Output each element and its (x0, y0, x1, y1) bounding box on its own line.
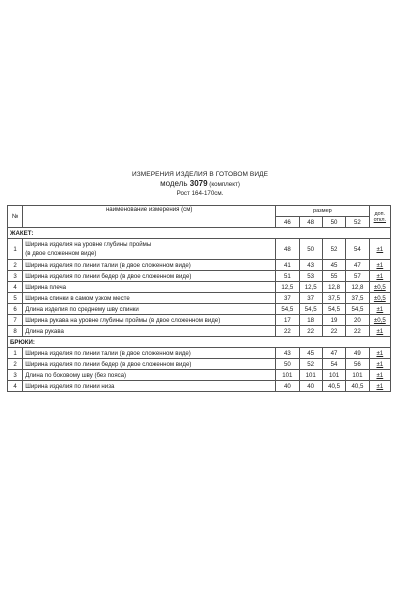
heading-title: ИЗМЕРЕНИЯ ИЗДЕЛИЯ В ГОТОВОМ ВИДЕ (131, 171, 269, 178)
measurement-value: 43 (276, 348, 299, 359)
measurement-name (23, 359, 276, 370)
tolerance-value: ±1 (369, 260, 390, 271)
size-48: 48 (299, 217, 322, 228)
table-row (8, 370, 391, 381)
measurement-value: 54 (346, 239, 369, 260)
measurement-name-line: Ширина изделия по линии бедер (в двое сложенном виде) (25, 360, 192, 368)
measurement-value: 101 (346, 370, 369, 381)
tolerance-value: ±1 (369, 271, 390, 282)
measurement-value: 43 (299, 260, 322, 271)
header-name: наименование измерения (см) (23, 206, 276, 228)
heading-height: Рост 164-170см. (176, 190, 224, 197)
size-46: 46 (276, 217, 299, 228)
measurement-name-line: Ширина изделия по линии низа (25, 382, 115, 390)
measurement-name-line: Длина по боковому шву (без пояса) (25, 371, 127, 379)
measurement-value: 45 (299, 348, 322, 359)
measurement-value: 41 (276, 260, 299, 271)
model-suffix: (комплект) (207, 181, 240, 188)
measurement-value: 37 (276, 293, 299, 304)
row-number: 3 (8, 370, 23, 381)
tolerance-value: ±1 (369, 370, 390, 381)
measurement-name-line: Ширина рукава на уровне глубины проймы (в двое сложенном виде) (25, 316, 221, 324)
measurement-value: 22 (299, 326, 322, 337)
tolerance-value: ±0,5 (369, 282, 390, 293)
measurement-value: 19 (322, 315, 345, 326)
tolerance-value: ±1 (369, 239, 390, 260)
measurement-name (23, 326, 276, 337)
measurement-value: 45 (322, 260, 345, 271)
table-row (8, 381, 391, 392)
measurement-value: 12,5 (299, 282, 322, 293)
measurement-value: 101 (276, 370, 299, 381)
model-number: 3079 (189, 179, 208, 188)
header-tolerance (369, 206, 390, 228)
measurement-value: 12,8 (346, 282, 369, 293)
measurement-value: 22 (322, 326, 345, 337)
header-tolerance-line1: доп. (374, 210, 386, 217)
row-number: 8 (8, 326, 23, 337)
section-title: БРЮКИ: (8, 337, 391, 348)
tolerance-value: ±1 (369, 326, 390, 337)
tolerance-value: ±1 (369, 304, 390, 315)
measurement-value: 22 (346, 326, 369, 337)
tolerance-value: ±1 (369, 348, 390, 359)
table-row (8, 260, 391, 271)
measurement-value: 18 (299, 315, 322, 326)
measurement-value: 55 (322, 271, 345, 282)
measurement-name-line: (в двое сложенном виде) (25, 250, 97, 257)
measurement-value: 37 (299, 293, 322, 304)
measurement-value: 22 (276, 326, 299, 337)
measurement-value: 52 (299, 359, 322, 370)
measurement-value: 54,5 (322, 304, 345, 315)
measurement-value: 47 (346, 260, 369, 271)
measurement-value: 56 (346, 359, 369, 370)
measurement-value: 54 (322, 359, 345, 370)
size-50: 50 (322, 217, 345, 228)
measurement-name (23, 282, 276, 293)
table-header-row (8, 206, 391, 217)
measurement-name (23, 348, 276, 359)
measurement-value: 50 (276, 359, 299, 370)
model-prefix: модель (160, 179, 190, 188)
heading-model (0, 179, 400, 190)
measurement-value: 40,5 (322, 381, 345, 392)
table-row (8, 315, 391, 326)
measurement-value: 37,5 (322, 293, 345, 304)
table-row (8, 293, 391, 304)
measurements-table (7, 205, 391, 392)
row-number: 3 (8, 271, 23, 282)
measurement-name-line: Ширина изделия по линии талии (в двое сложенном виде) (25, 349, 191, 357)
measurement-name-line: Ширина плеча (25, 283, 67, 291)
tolerance-value: ±1 (369, 381, 390, 392)
header-size: размер (276, 206, 369, 217)
measurement-name (23, 381, 276, 392)
measurement-name-line: Ширина изделия на уровне глубины проймы (25, 241, 152, 248)
row-number: 4 (8, 282, 23, 293)
size-52: 52 (346, 217, 369, 228)
row-number: 7 (8, 315, 23, 326)
row-number: 5 (8, 293, 23, 304)
table-row (8, 282, 391, 293)
measurement-name (23, 370, 276, 381)
measurement-name (23, 260, 276, 271)
measurement-name-line: Ширина изделия по линии талии (в двое сложенном виде) (25, 261, 191, 269)
tolerance-value: ±0,5 (369, 293, 390, 304)
measurement-value: 101 (322, 370, 345, 381)
measurement-name (23, 315, 276, 326)
measurement-name (23, 271, 276, 282)
measurement-value: 51 (276, 271, 299, 282)
measurement-name (23, 293, 276, 304)
measurement-name (23, 304, 276, 315)
table-row (8, 348, 391, 359)
section-row (8, 228, 391, 239)
measurement-value: 57 (346, 271, 369, 282)
measurement-value: 54,5 (276, 304, 299, 315)
measurement-value: 48 (276, 239, 299, 260)
section-row (8, 337, 391, 348)
measurement-value: 53 (299, 271, 322, 282)
measurement-value: 49 (346, 348, 369, 359)
measurement-name (23, 239, 276, 260)
header-number: № (8, 206, 23, 228)
table-row (8, 239, 391, 260)
row-number: 1 (8, 348, 23, 359)
measurement-value: 101 (299, 370, 322, 381)
measurement-value: 12,8 (322, 282, 345, 293)
measurement-value: 54,5 (346, 304, 369, 315)
measurement-value: 20 (346, 315, 369, 326)
measurement-value: 40 (276, 381, 299, 392)
measurements-table-body (8, 206, 391, 392)
measurement-value: 17 (276, 315, 299, 326)
measurement-value: 40 (299, 381, 322, 392)
row-number: 2 (8, 359, 23, 370)
row-number: 2 (8, 260, 23, 271)
row-number: 6 (8, 304, 23, 315)
table-row (8, 271, 391, 282)
measurement-name-line: Длина рукава (25, 327, 64, 335)
section-title: ЖАКЕТ: (8, 228, 391, 239)
tolerance-value: ±0,5 (369, 315, 390, 326)
measurement-value: 54,5 (299, 304, 322, 315)
measurement-value: 47 (322, 348, 345, 359)
measurement-name-line: Ширина изделия по линии бедер (в двое сложенном виде) (25, 272, 192, 280)
tolerance-value: ±1 (369, 359, 390, 370)
measurement-value: 50 (299, 239, 322, 260)
table-row (8, 359, 391, 370)
table-row (8, 304, 391, 315)
measurement-value: 52 (322, 239, 345, 260)
measurement-name-line: Ширина спинки в самом узком месте (25, 294, 130, 302)
measurement-value: 12,5 (276, 282, 299, 293)
header-tolerance-line2: откл. (373, 216, 387, 223)
measurement-name-line: Длина изделия по среднему шву спинки (25, 305, 139, 313)
measurement-value: 37,5 (346, 293, 369, 304)
measurement-value: 40,5 (346, 381, 369, 392)
document-heading (0, 170, 400, 198)
row-number: 1 (8, 239, 23, 260)
row-number: 4 (8, 381, 23, 392)
table-row (8, 326, 391, 337)
